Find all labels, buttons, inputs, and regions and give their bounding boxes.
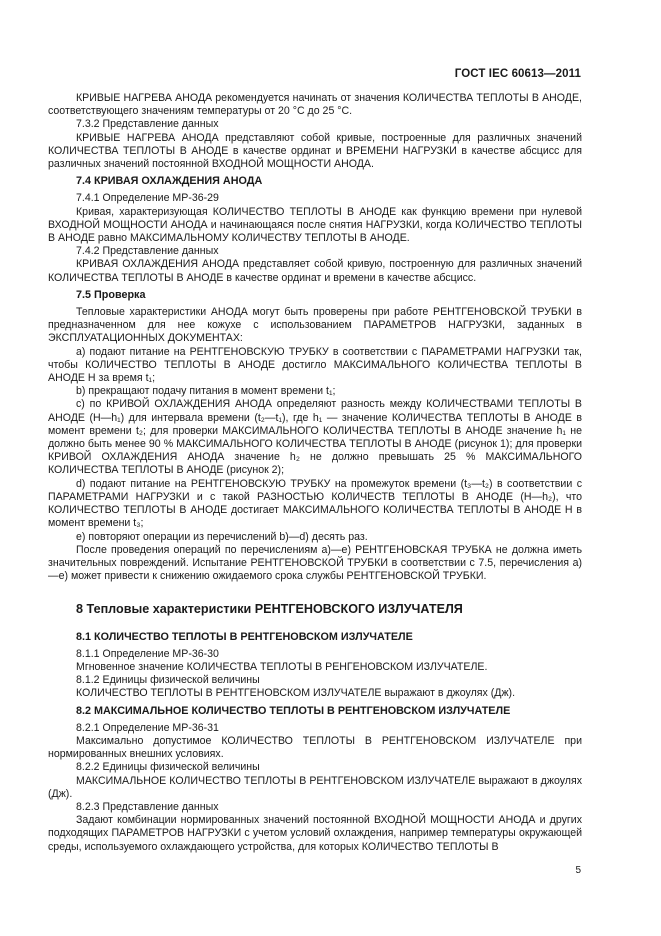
- paragraph: Мгновенное значение КОЛИЧЕСТВА ТЕПЛОТЫ В РЕНГЕНОВСКОМ ИЗЛУЧАТЕЛЕ.: [76, 660, 488, 673]
- section-heading: 7.5 Проверка: [76, 288, 146, 301]
- paragraph: КРИВЫЕ НАГРЕВА АНОДА рекомендуется начинать от значения КОЛИЧЕСТВА ТЕПЛОТЫ В АНОДЕ, соответствующего значениям температуры от 20 °С до 25 °С.: [48, 92, 582, 118]
- document-header: ГОСТ IEC 60613—2011: [454, 68, 581, 80]
- paragraph: Тепловые характеристики АНОДА могут быть проверены при работе РЕНТГЕНОВСКОЙ ТРУБКИ в предназначенном для нее кожухе с использованием ПАРАМЕТРОВ НАГРУЗКИ, заданных в ЭКСПЛУАТАЦИОННЫХ ДОКУМЕНТАХ:: [48, 306, 582, 345]
- subsection-heading: 8.1.2 Единицы физической величины: [76, 674, 260, 687]
- page-number: 5: [575, 864, 581, 876]
- list-item: c) по КРИВОЙ ОХЛАЖДЕНИЯ АНОДА определяют разность между КОЛИЧЕСТВАМИ ТЕПЛОТЫ В АНОДЕ (H—h₁) для интервала времени (t₂—t₁), где h₁ — значение КОЛИЧЕСТВА ТЕПЛОТЫ В АНОДЕ в момент времени t₂; для проверки МАКСИМАЛЬНОГО КОЛИЧЕСТВА ТЕПЛОТЫ В АНОДЕ значение h₁ не должно быть менее 90 % МАКСИМАЛЬНОГО КОЛИЧЕСТВА ТЕПЛОТЫ В АНОДЕ (рисунок 1); для проверки КРИВОЙ ОХЛАЖДЕНИЯ АНОДА значение h₂ не должно превышать 25 % МАКСИМАЛЬНОГО КОЛИЧЕСТВА ТЕПЛОТЫ В АНОДЕ (рисунок 2);: [48, 398, 582, 477]
- paragraph: КРИВЫЕ НАГРЕВА АНОДА представляют собой кривые, построенные для различных значений КОЛИЧЕСТВА ТЕПЛОТЫ В АНОДЕ в качестве ординат и ВРЕМЕНИ НАГРУЗКИ в качестве абсцисс для различных значений постоянной ВХОДНОЙ МОЩНОСТИ АНОДА.: [48, 131, 582, 171]
- subsection-heading: 7.3.2 Представление данных: [76, 118, 219, 131]
- paragraph: КРИВАЯ ОХЛАЖДЕНИЯ АНОДА представляет собой кривую, построенную для различных значений КОЛИЧЕСТВА ТЕПЛОТЫ В АНОДЕ в качестве ординат и времени в качестве абсцисс.: [48, 258, 582, 284]
- subsection-heading: 8.2.1 Определение МР-36-31: [76, 721, 219, 734]
- list-item: d) подают питание на РЕНТГЕНОВСКУЮ ТРУБКУ на промежуток времени (t₃—t₂) в соответствии с ПАРАМЕТРАМИ НАГРУЗКИ и с такой РАЗНОСТЬЮ КОЛИЧЕСТВ ТЕПЛОТЫ В АНОДЕ (H—h₂), что КОЛИЧЕСТВО ТЕПЛОТЫ В АНОДЕ достигает МАКСИМАЛЬНОГО КОЛИЧЕСТВА ТЕПЛОТЫ В АНОДЕ H в момент времени t₃;: [48, 477, 582, 530]
- section-heading: 7.4 КРИВАЯ ОХЛАЖДЕНИЯ АНОДА: [76, 175, 263, 188]
- subsection-heading: 8.1.1 Определение МР-36-30: [76, 647, 219, 660]
- list-item: e) повторяют операции из перечислений b)—d) десять раз.: [76, 530, 368, 543]
- chapter-heading: 8 Тепловые характеристики РЕНТГЕНОВСКОГО ИЗЛУЧАТЕЛЯ: [76, 602, 463, 617]
- paragraph: Кривая, характеризующая КОЛИЧЕСТВО ТЕПЛОТЫ В АНОДЕ как функцию времени при нулевой ВХОДНОЙ МОЩНОСТИ АНОДА и начинающаяся после снятия НАГРУЗКИ, когда КОЛИЧЕСТВО ТЕПЛОТЫ В АНОДЕ равно МАКСИМАЛЬНОМУ КОЛИЧЕСТВУ ТЕПЛОТЫ В АНОДЕ.: [48, 205, 582, 245]
- subsection-heading: 7.4.2 Представление данных: [76, 245, 219, 258]
- paragraph: Задают комбинации нормированных значений постоянной ВХОДНОЙ МОЩНОСТИ АНОДА и других подходящих ПАРАМЕТРОВ НАГРУЗКИ с учетом условий охлаждения, например температуры окружающей среды, используемого охлаждающего устройства, для которых КОЛИЧЕСТВО ТЕПЛОТЫ В: [48, 814, 582, 853]
- subsection-heading: 8.2.3 Представление данных: [76, 800, 219, 813]
- paragraph: КОЛИЧЕСТВО ТЕПЛОТЫ В РЕНТГЕНОВСКОМ ИЗЛУЧАТЕЛЕ выражают в джоулях (Дж).: [76, 687, 516, 700]
- section-heading: 8.2 МАКСИМАЛЬНОЕ КОЛИЧЕСТВО ТЕПЛОТЫ В РЕНТГЕНОВСКОМ ИЗЛУЧАТЕЛЕ: [76, 704, 511, 717]
- subsection-heading: 7.4.1 Определение МР-36-29: [76, 192, 219, 205]
- paragraph: МАКСИМАЛЬНОЕ КОЛИЧЕСТВО ТЕПЛОТЫ В РЕНТГЕНОВСКОМ ИЗЛУЧАТЕЛЕ выражают в джоулях (Дж).: [48, 774, 582, 800]
- subsection-heading: 8.2.2 Единицы физической величины: [76, 761, 260, 774]
- section-heading: 8.1 КОЛИЧЕСТВО ТЕПЛОТЫ В РЕНТГЕНОВСКОМ ИЗЛУЧАТЕЛЕ: [76, 630, 413, 643]
- list-item: b) прекращают подачу питания в момент времени t₁;: [76, 385, 336, 398]
- paragraph: После проведения операций по перечислениям a)—e) РЕНТГЕНОВСКАЯ ТРУБКА не должна иметь значительных повреждений. Испытание РЕНТГЕНОВСКОЙ ТРУБКИ в соответствии с 7.5, перечисления a)—e) может привести к снижению ожидаемого срока службы РЕНТГЕНОВСКОЙ ТРУБКИ.: [48, 543, 582, 583]
- page-body: [48, 92, 582, 854]
- paragraph: Максимально допустимое КОЛИЧЕСТВО ТЕПЛОТЫ В РЕНТГЕНОВСКОМ ИЗЛУЧАТЕЛЕ при нормированных внешних условиях.: [48, 734, 582, 761]
- list-item: a) подают питание на РЕНТГЕНОВСКУЮ ТРУБКУ в соответствии с ПАРАМЕТРАМИ НАГРУЗКИ так, чтобы КОЛИЧЕСТВО ТЕПЛОТЫ В АНОДЕ достигло МАКСИМАЛЬНОГО КОЛИЧЕСТВА ТЕПЛОТЫ В АНОДЕ H за время t₁;: [48, 345, 582, 385]
